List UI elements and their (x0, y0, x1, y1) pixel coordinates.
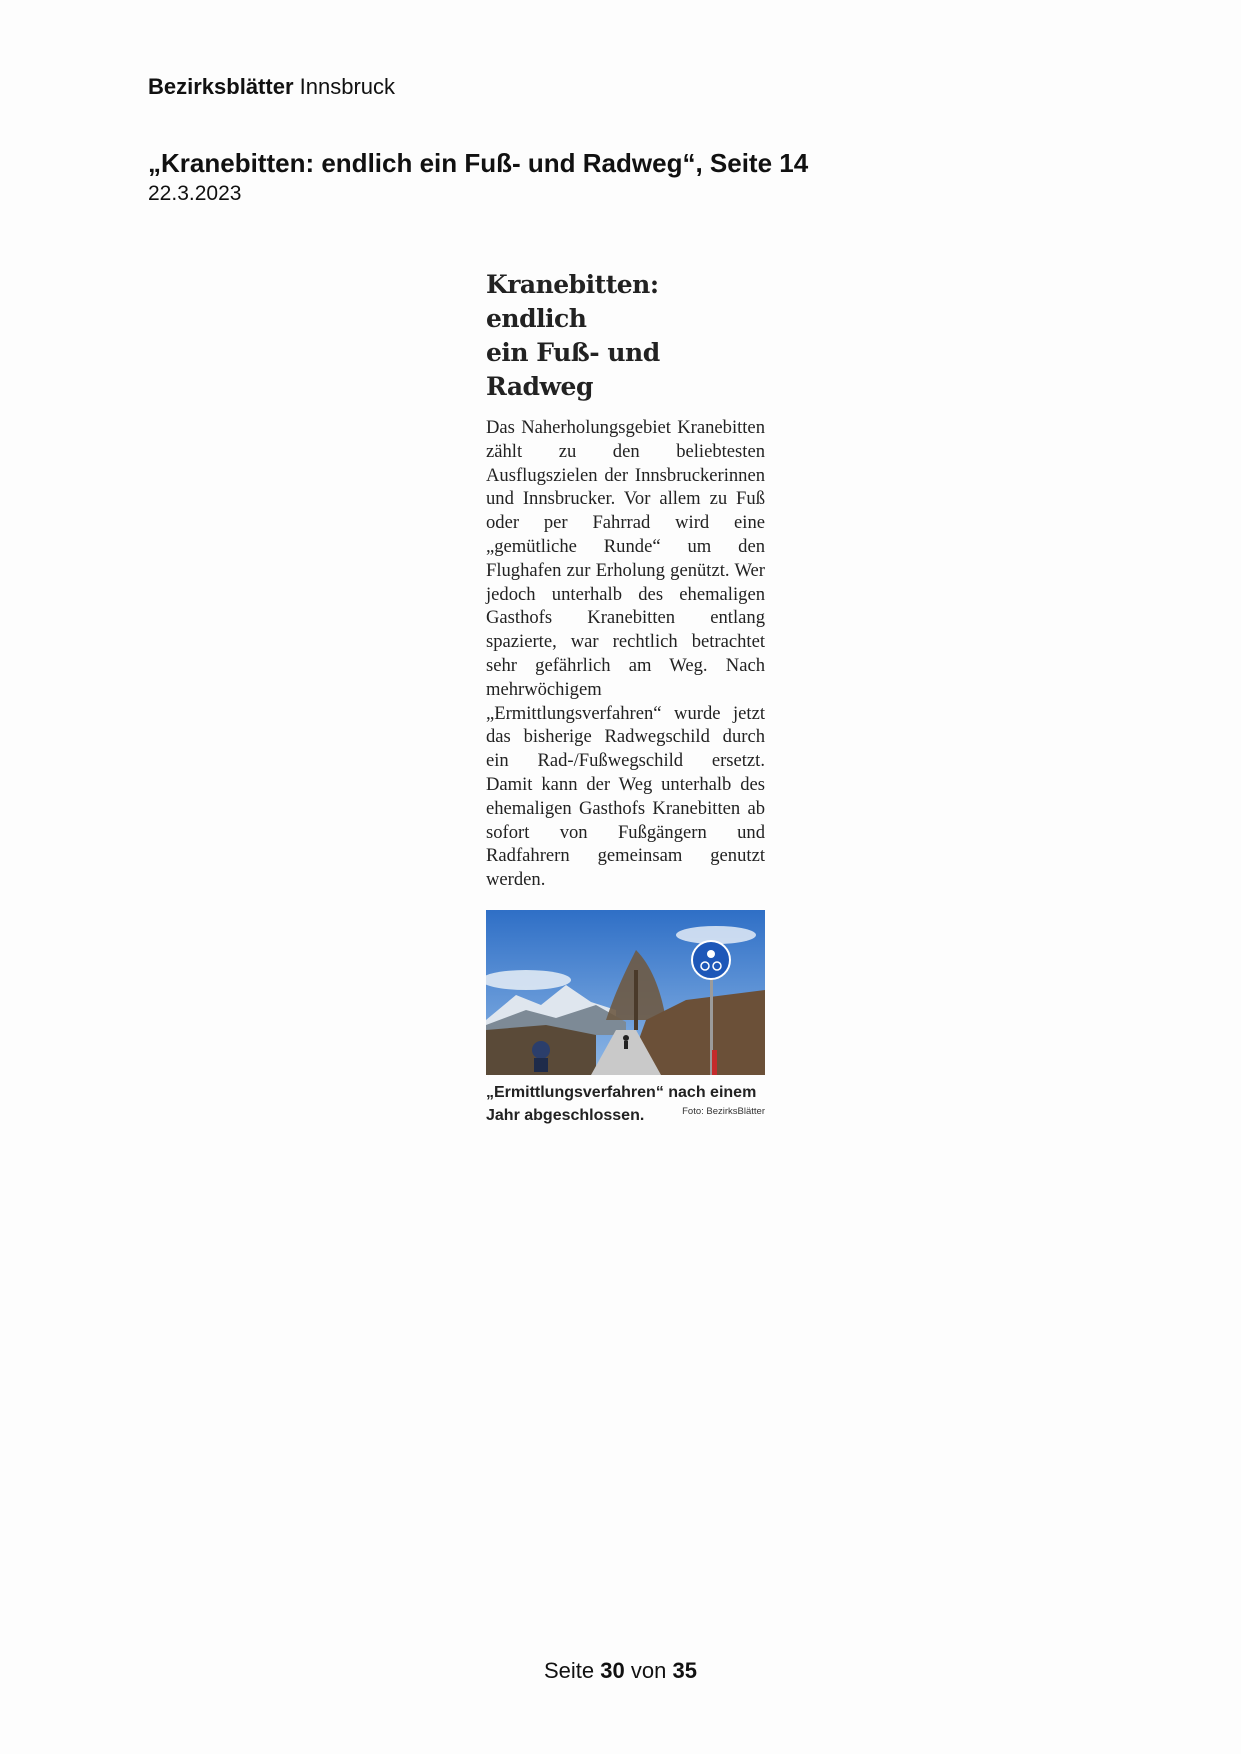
page-number (0, 1658, 1241, 1684)
photo-caption-line2: Jahr abgeschlossen. (486, 1106, 645, 1124)
page-number-middle: von (630, 1658, 667, 1683)
newspaper-clipping (486, 268, 765, 1127)
document-date: 22.3.2023 (148, 182, 242, 205)
document-title: „Kranebitten: endlich ein Fuß- und Radweg“, Seite 14 (148, 148, 809, 178)
photo-caption-line1: „Ermittlungsverfahren“ nach einem (486, 1083, 757, 1101)
page-number-current: 30 (600, 1658, 625, 1683)
page-number-prefix: Seite (544, 1658, 595, 1683)
publication-name (148, 74, 395, 100)
clipping-headline-line1: Kranebitten: endlich (486, 270, 659, 333)
page-number-total: 35 (672, 1658, 697, 1683)
photo-caption (486, 1081, 765, 1127)
clipping-headline-line2: ein Fuß- und Radweg (486, 338, 660, 401)
clipping-headline (486, 268, 765, 404)
clipping-body-text: Das Naherholungsgebiet Kranebitten zählt zu den beliebtesten Ausflugszielen der Innsbruckerinnen und Innsbrucker. Vor allem zu Fuß oder per Fahrrad wird eine „gemütliche Runde“ um den Flughafen zur Erholung genützt. Wer jedoch unterhalb des ehemaligen Gasthofs Kranebitten entlang spazierte, war rechtlich betrachtet sehr gefährlich am Weg. Nach mehrwöchigem „Ermittlungsverfahren“ wurde jetzt das bisherige Radwegschild durch ein Rad-/Fußwegschild ersetzt. Damit kann der Weg unterhalb des ehemaligen Gasthofs Kranebitten ab sofort von Fußgängern und Radfahrern gemeinsam genutzt werden. (486, 417, 765, 891)
publication-name-region: Innsbruck (299, 74, 396, 99)
clipping-photo (486, 910, 765, 1075)
publication-name-bold: Bezirksblätter (148, 74, 294, 99)
photo-credit: Foto: BezirksBlätter (682, 1105, 765, 1117)
